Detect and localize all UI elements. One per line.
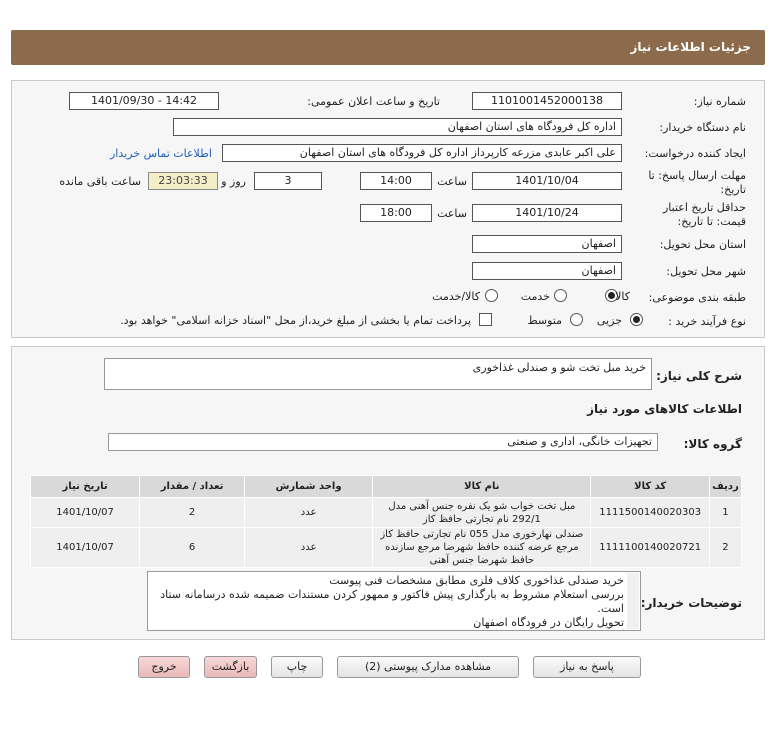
cell-date: 1401/10/07 xyxy=(31,498,140,528)
announce-field: 1401/09/30 - 14:42 xyxy=(69,92,219,110)
summary-label: شرح کلی نیاز: xyxy=(656,369,742,383)
table-row[interactable] xyxy=(31,498,742,528)
reply-date-field: 1401/10/04 xyxy=(472,172,622,190)
exit-button[interactable]: خروج xyxy=(138,656,190,678)
cell-name: مبل تخت خواب شو یک نفره جنس آهنی مدل 292/1 نام تجارتی حافظ کاز xyxy=(373,498,591,528)
goods-group-field: تجهیزات خانگی، اداری و صنعتی xyxy=(108,433,658,451)
goods-group-label: گروه کالا: xyxy=(683,437,742,451)
goods-info-title: اطلاعات کالاهای مورد نیاز xyxy=(587,402,742,416)
page-title: جزئیات اطلاعات نیاز xyxy=(630,40,751,54)
table-row[interactable] xyxy=(31,528,742,568)
validity-date-field: 1401/10/24 xyxy=(472,204,622,222)
buyer-org-field: اداره کل فرودگاه های استان اصفهان xyxy=(173,118,622,136)
validity-time-label: ساعت xyxy=(437,207,467,220)
cell-unit: عدد xyxy=(244,498,372,528)
cell-unit: عدد xyxy=(244,528,372,568)
print-button[interactable]: چاپ xyxy=(271,656,323,678)
cell-code: 1111100140020721 xyxy=(591,528,709,568)
cell-date: 1401/10/07 xyxy=(31,528,140,568)
process-radio-medium[interactable] xyxy=(570,313,583,326)
buyer-note-line: خرید صندلی غذاخوری کلاف فلزی مطابق مشخصات فنی پیوست xyxy=(329,574,624,587)
price-validity-label: حداقل تاریخ اعتبار xyxy=(662,201,746,214)
buyer-note-line: بررسی استعلام مشروط به بارگذاری پیش فاکتور و ممهور کردن مستندات ضمیمه شده درسامانه ستاد است. xyxy=(160,588,624,615)
summary-field: خرید مبل تخت شو و صندلی غذاخوری xyxy=(104,358,652,390)
col-code-header: کد کالا xyxy=(591,476,709,498)
need-number-label: شماره نیاز: xyxy=(693,95,746,108)
province-label: استان محل تحویل: xyxy=(659,238,746,251)
remaining-timer: 23:03:33 xyxy=(148,172,218,190)
reply-time-field: 14:00 xyxy=(360,172,432,190)
buyer-contact-link[interactable]: اطلاعات تماس خریدار xyxy=(110,147,212,160)
col-name-header: نام کالا xyxy=(373,476,591,498)
reply-deadline-label: مهلت ارسال پاسخ: تا xyxy=(648,169,746,182)
category-option-goods: کالا xyxy=(615,290,630,303)
cell-name: صندلی نهارخوری مدل 055 نام تجارتی حافظ کاز مرجع عرضه کننده حافظ شهرضا مرجع سازنده حافظ شهرضا جنس آهنی xyxy=(373,528,591,568)
category-option-goods-service: کالا/خدمت xyxy=(432,290,480,303)
table-header-row xyxy=(31,476,742,498)
col-date-header: تاریخ نیاز xyxy=(31,476,140,498)
attachments-button[interactable]: مشاهده مدارک پیوستی (2) xyxy=(337,656,519,678)
buyer-notes-box[interactable] xyxy=(147,571,641,631)
reply-time-label: ساعت xyxy=(437,175,467,188)
cell-qty: 2 xyxy=(140,498,245,528)
price-validity-label-2: قیمت: تا تاریخ: xyxy=(677,215,746,228)
col-unit-header: واحد شمارش xyxy=(244,476,372,498)
process-radio-minor[interactable] xyxy=(630,313,643,326)
cell-qty: 6 xyxy=(140,528,245,568)
announce-label: تاریخ و ساعت اعلان عمومی: xyxy=(307,95,440,108)
buyer-note-line: تحویل رایگان در فرودگاه اصفهان xyxy=(473,616,624,629)
col-qty-header: تعداد / مقدار xyxy=(140,476,245,498)
days-remaining-field: 3 xyxy=(254,172,322,190)
province-field: اصفهان xyxy=(472,235,622,253)
process-option-minor: جزیی xyxy=(596,314,622,327)
category-label: طبقه بندی موضوعی: xyxy=(648,291,746,304)
process-label: نوع فرآیند خرید : xyxy=(668,315,746,328)
buyer-org-label: نام دستگاه خریدار: xyxy=(659,121,746,134)
col-row-header: ردیف xyxy=(709,476,741,498)
cell-row: 2 xyxy=(709,528,741,568)
days-label: روز و xyxy=(221,175,246,188)
treasury-payment-note: پرداخت تمام یا بخشی از مبلغ خرید،از محل "اسناد خزانه اسلامی" خواهد بود. xyxy=(120,314,471,327)
requester-field: علی اکبر عابدی مزرعه کارپرداز اداره کل فرودگاه های استان اصفهان xyxy=(222,144,622,162)
notes-scrollbar[interactable] xyxy=(627,573,639,629)
process-option-medium: متوسط xyxy=(527,314,562,327)
remaining-label: ساعت باقی مانده xyxy=(59,175,141,188)
goods-table xyxy=(30,475,742,568)
category-radio-goods-service[interactable] xyxy=(485,289,498,302)
category-radio-service[interactable] xyxy=(554,289,567,302)
city-label: شهر محل تحویل: xyxy=(666,265,746,278)
requester-label: ایجاد کننده درخواست: xyxy=(644,147,746,160)
city-field: اصفهان xyxy=(472,262,622,280)
buyer-notes-label: توضیحات خریدار: xyxy=(640,596,742,610)
reply-button[interactable]: پاسخ به نیاز xyxy=(533,656,641,678)
category-option-service: خدمت xyxy=(520,290,550,303)
reply-deadline-label-2: تاریخ: xyxy=(720,183,746,196)
treasury-payment-checkbox[interactable] xyxy=(479,313,492,326)
page-header xyxy=(11,30,765,65)
cell-code: 1111500140020303 xyxy=(591,498,709,528)
cell-row: 1 xyxy=(709,498,741,528)
need-number-field: 1101001452000138 xyxy=(472,92,622,110)
back-button[interactable]: بازگشت xyxy=(204,656,257,678)
validity-time-field: 18:00 xyxy=(360,204,432,222)
